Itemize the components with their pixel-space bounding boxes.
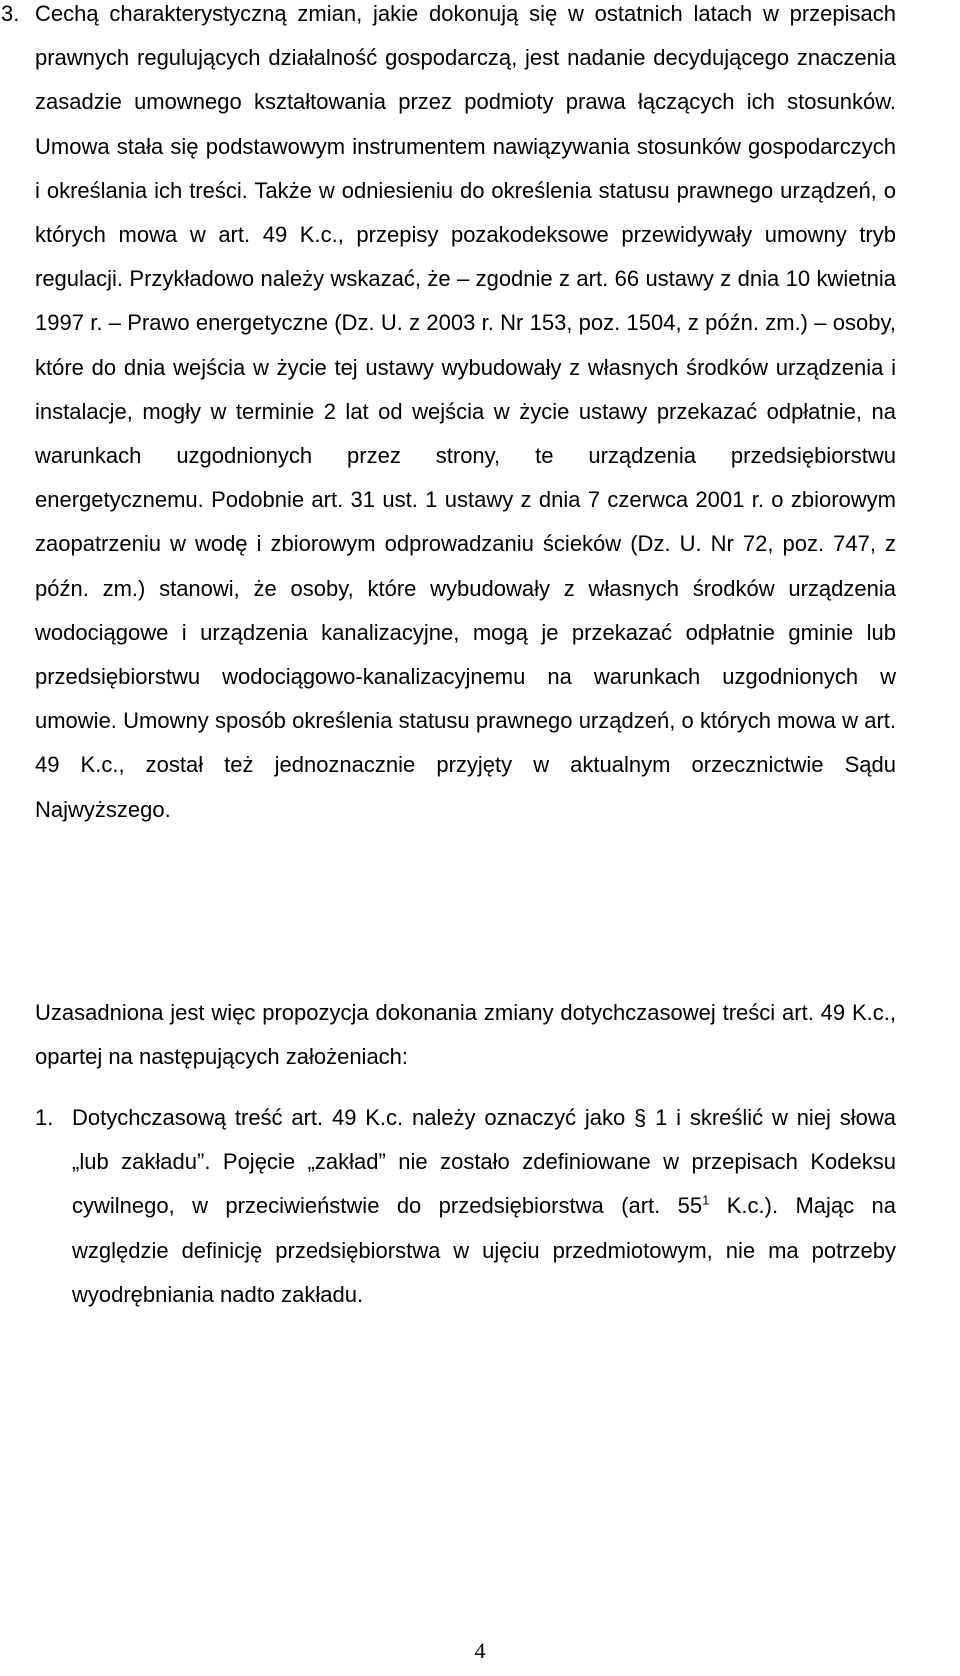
paragraph-main bbox=[1, 0, 896, 832]
section-number: 3. bbox=[1, 1, 20, 26]
list-item-number: 1. bbox=[35, 1105, 54, 1130]
list-item-text-part: K.c.). Mając na względzie definicję przedsiębiorstwa w ujęciu przedmiotowym, nie ma potrzeby wyodrębniania nadto zakładu. bbox=[72, 1193, 896, 1307]
page-number: 4 bbox=[474, 1638, 486, 1663]
paragraph-conclusion: Uzasadniona jest więc propozycja dokonania zmiany dotychczasowej treści art. 49 K.c., opartej na następujących założeniach: bbox=[35, 1000, 896, 1070]
list-item-text-part: Dotychczasową treść art. 49 K.c. należy oznaczyć jako § 1 i skreślić w niej słowa „lub zakładu”. Pojęcie „zakład” nie zostało zdefiniowane w przepisach Kodeksu cywilnego, w przeciwieństwie do przedsiębiorstwa (art. 55 bbox=[72, 1105, 896, 1219]
list-item-text bbox=[72, 1096, 896, 1317]
paragraph-text: Cechą charakterystyczną zmian, jakie dokonują się w ostatnich latach w przepisach prawnych regulujących działalność gospodarczą, jest nadanie decydującego znaczenia zasadzie umownego kształtowania przez podmioty prawa łączących ich stosunków. Umowa stała się podstawowym instrumentem nawiązywania stosunków gospodarczych i określania ich treści. Także w odniesieniu do określenia statusu prawnego urządzeń, o których mowa w art. 49 K.c., przepisy pozakodeksowe przewidywały umowny tryb regulacji. Przykładowo należy wskazać, że – zgodnie z art. 66 ustawy z dnia 10 kwietnia 1997 r. – Prawo energetyczne (Dz. U. z 2003 r. Nr 153, poz. 1504, z późn. zm.) – osoby, które do dnia wejścia w życie tej ustawy wybudowały z własnych środków urządzenia i instalacje, mogły w terminie 2 lat od wejścia w życie ustawy przekazać odpłatnie, na warunkach uzgodnionych przez strony, te urządzenia przedsiębiorstwu energetycznemu. Podobnie art. 31 ust. 1 ustawy z dnia 7 czerwca 2001 r. o zbiorowym zaopatrzeniu w wodę i zbiorowym odprowadzaniu ścieków (Dz. U. Nr 72, poz. 747, z późn. zm.) stanowi, że osoby, które wybudowały z własnych środków urządzenia wodociągowe i urządzenia kanalizacyjne, mogą je przekazać odpłatnie gminie lub przedsiębiorstwu wodociągowo-kanalizacyjnemu na warunkach uzgodnionych w umowie. Umowny sposób określenia statusu prawnego urządzeń, o których mowa w art. 49 K.c., został też jednoznacznie przyjęty w aktualnym orzecznictwie Sądu Najwyższego. bbox=[35, 1, 896, 822]
superscript: 1 bbox=[702, 1193, 710, 1209]
list-item bbox=[35, 1096, 896, 1317]
